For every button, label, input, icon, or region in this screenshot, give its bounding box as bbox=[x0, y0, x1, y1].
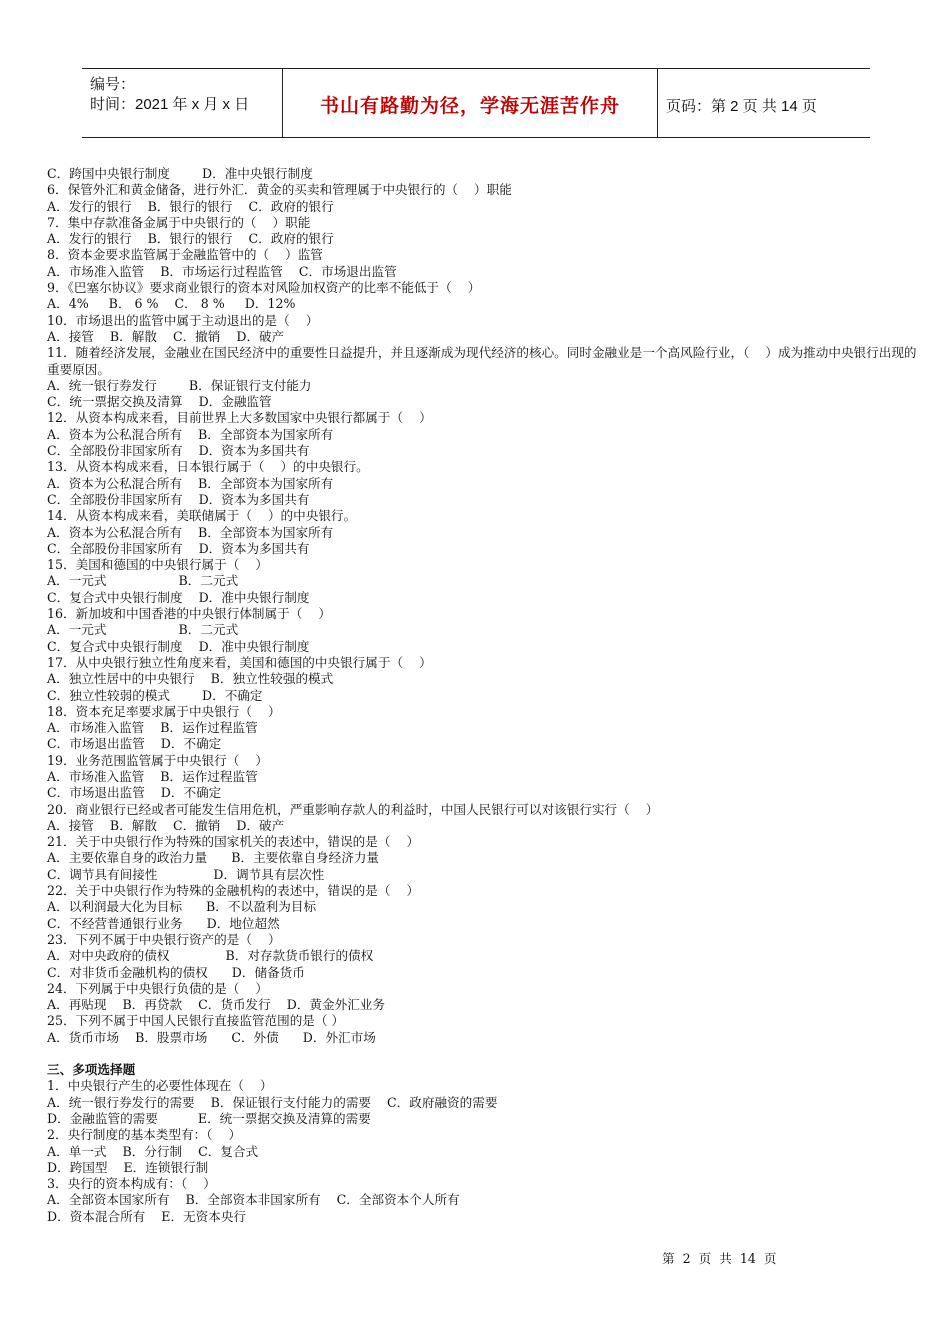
text-line: C．统一票据交换及清算 D．金融监管 bbox=[47, 394, 272, 410]
text-line: 19．业务范围监管属于中央银行（ ） bbox=[47, 752, 268, 768]
section-gap bbox=[47, 1046, 917, 1062]
text-line: A．统一银行券发行的需要 B．保证银行支付能力的需要 C．政府融资的需要 bbox=[47, 1094, 498, 1110]
text-line: C．复合式中央银行制度 D．准中央银行制度 bbox=[47, 589, 310, 605]
text-line: 6．保管外汇和黄金储备，进行外汇．黄金的买卖和管理属于中央银行的（ ）职能 bbox=[47, 182, 512, 198]
text-line: C．全部股份非国家所有 D．资本为多国共有 bbox=[47, 540, 310, 556]
text-line: 3．央行的资本构成有：（ ） bbox=[47, 1176, 216, 1192]
text-line: D．跨国型 E．连锁银行制 bbox=[47, 1159, 209, 1175]
header-page-cell bbox=[656, 69, 870, 137]
text-line: A．货币市场 B．股票市场 C．外债 D．外汇市场 bbox=[47, 1029, 376, 1045]
text-line: A．市场准入监管 B．运作过程监管 bbox=[47, 768, 258, 784]
text-line: D．资本混合所有 E．无资本央行 bbox=[47, 1208, 247, 1224]
text-line: A．单一式 B．分行制 C．复合式 bbox=[47, 1143, 259, 1159]
text-line: A．对中央政府的债权 B．对存款货币银行的债权 bbox=[47, 948, 374, 964]
text-line: A．4% B． 6 % C． 8 % D．12% bbox=[47, 296, 296, 312]
text-line: 1．中央银行产生的必要性体现在（ ） bbox=[47, 1078, 273, 1094]
text-line: 8．资本金要求监管属于金融监管中的（ ）监管 bbox=[47, 247, 323, 263]
text-line: 13．从资本构成来看，日本银行属于（ ）的中央银行。 bbox=[47, 459, 369, 475]
question-11: 11．随着经济发展，金融业在国民经济中的重要性日益提升，并且逐渐成为现代经济的核心。同时金融业是一个高风险行业，（ ）成为推动中央银行出现的重要原因。 bbox=[47, 345, 917, 377]
text-line: A．市场准入监管 B．市场运行过程监管 C．市场退出监管 bbox=[47, 263, 397, 279]
header-left-cell bbox=[82, 69, 282, 137]
text-line: A．资本为公私混合所有 B．全部资本为国家所有 bbox=[47, 475, 334, 491]
text-line: A．发行的银行 B．银行的银行 C．政府的银行 bbox=[47, 231, 334, 247]
text-line: C．市场退出监管 D．不确定 bbox=[47, 785, 222, 801]
question-content bbox=[47, 166, 917, 1225]
text-line: C．全部股份非国家所有 D．资本为多国共有 bbox=[47, 491, 310, 507]
questions-block-a bbox=[47, 166, 917, 345]
text-line: C．跨国中央银行制度 D．准中央银行制度 bbox=[47, 166, 313, 181]
text-line: D．金融监管的需要 E．统一票据交换及清算的需要 bbox=[47, 1110, 371, 1126]
text-line: A．资本为公私混合所有 B．全部资本为国家所有 bbox=[47, 524, 334, 540]
section-title: 三、多项选择题 bbox=[47, 1062, 136, 1078]
text-line: 18．资本充足率要求属于中央银行（ ） bbox=[47, 703, 281, 719]
text-line: A．一元式 B．二元式 bbox=[47, 622, 239, 638]
questions-block-c bbox=[47, 1078, 917, 1225]
text-line: 24．下列属于中央银行负债的是（ ） bbox=[47, 980, 268, 996]
text-line: A．接管 B．解散 C．撤销 D．破产 bbox=[47, 817, 285, 833]
text-line: A．独立性居中的中央银行 B．独立性较强的模式 bbox=[47, 671, 334, 687]
text-line: C．复合式中央银行制度 D．准中央银行制度 bbox=[47, 638, 310, 654]
text-line: A．统一银行券发行 B．保证银行支付能力 bbox=[47, 377, 312, 393]
text-line: A．主要依靠自身的政治力量 B．主要依靠自身经济力量 bbox=[47, 850, 380, 866]
page-indicator: 页码：第 2 页 共 14 页 bbox=[666, 98, 817, 115]
page-footer: 第 2 页 共 14 页 bbox=[662, 1251, 777, 1266]
text-line: C．独立性较弱的模式 D．不确定 bbox=[47, 687, 263, 703]
header-motto-cell bbox=[282, 69, 658, 137]
text-line: 9．《巴塞尔协议》要求商业银行的资本对风险加权资产的比率不能低于（ ） bbox=[47, 280, 481, 296]
motto: 书山有路勤为径，学海无涯苦作舟 bbox=[319, 95, 620, 117]
text-line: 23．下列不属于中央银行资产的是（ ） bbox=[47, 931, 281, 947]
text-line: C．不经营普通银行业务 D．地位超然 bbox=[47, 915, 280, 931]
text-line: 25．下列不属于中国人民银行直接监管范围的是（ ） bbox=[47, 1013, 345, 1029]
text-line: A．资本为公私混合所有 B．全部资本为国家所有 bbox=[47, 426, 334, 442]
text-line: 10．市场退出的监管中属于主动退出的是（ ） bbox=[47, 312, 319, 328]
text-line: 16．新加坡和中国香港的中央银行体制属于（ ） bbox=[47, 606, 331, 622]
text-line: 12．从资本构成来看，目前世界上大多数国家中央银行都属于（ ） bbox=[47, 410, 432, 426]
text-line: C．全部股份非国家所有 D．资本为多国共有 bbox=[47, 443, 310, 459]
text-line: 17．从中央银行独立性角度来看，美国和德国的中央银行属于（ ） bbox=[47, 654, 432, 670]
text-line: C．市场退出监管 D．不确定 bbox=[47, 736, 222, 752]
text-line: A．市场准入监管 B．运作过程监管 bbox=[47, 720, 258, 736]
text-line: 22．关于中央银行作为特殊的金融机构的表述中，错误的是（ ） bbox=[47, 883, 420, 899]
text-line: A．全部资本国家所有 B．全部资本非国家所有 C．全部资本个人所有 bbox=[47, 1192, 460, 1208]
text-line: C．对非货币金融机构的债权 D．储备货币 bbox=[47, 964, 305, 980]
text-line: A．一元式 B．二元式 bbox=[47, 573, 239, 589]
text-line: 15．美国和德国的中央银行属于（ ） bbox=[47, 557, 268, 573]
text-line: A．再贴现 B．再贷款 C．货币发行 D．黄金外汇业务 bbox=[47, 997, 385, 1013]
text-line: 20．商业银行已经或者可能发生信用危机，严重影响存款人的利益时，中国人民银行可以对该银行实行（ ） bbox=[47, 801, 659, 817]
text-line: 21．关于中央银行作为特殊的国家机关的表述中，错误的是（ ） bbox=[47, 834, 420, 850]
text-line: A．以利润最大化为目标 B．不以盈利为目标 bbox=[47, 899, 317, 915]
document-number: 编号： bbox=[90, 76, 136, 93]
page-header bbox=[82, 68, 870, 138]
text-line: A．发行的银行 B．银行的银行 C．政府的银行 bbox=[47, 198, 334, 214]
text-line: 14．从资本构成来看，美联储属于（ ）的中央银行。 bbox=[47, 508, 357, 524]
document-date: 时间：2021 年 x 月 x 日 bbox=[90, 96, 250, 113]
text-line: C．调节具有间接性 D．调节具有层次性 bbox=[47, 866, 325, 882]
questions-block-b bbox=[47, 378, 917, 1046]
text-line: A．接管 B．解散 C．撤销 D．破产 bbox=[47, 328, 285, 344]
text-line: 7．集中存款准备金属于中央银行的（ ）职能 bbox=[47, 214, 311, 230]
text-line: 2．央行制度的基本类型有：（ ） bbox=[47, 1127, 242, 1143]
